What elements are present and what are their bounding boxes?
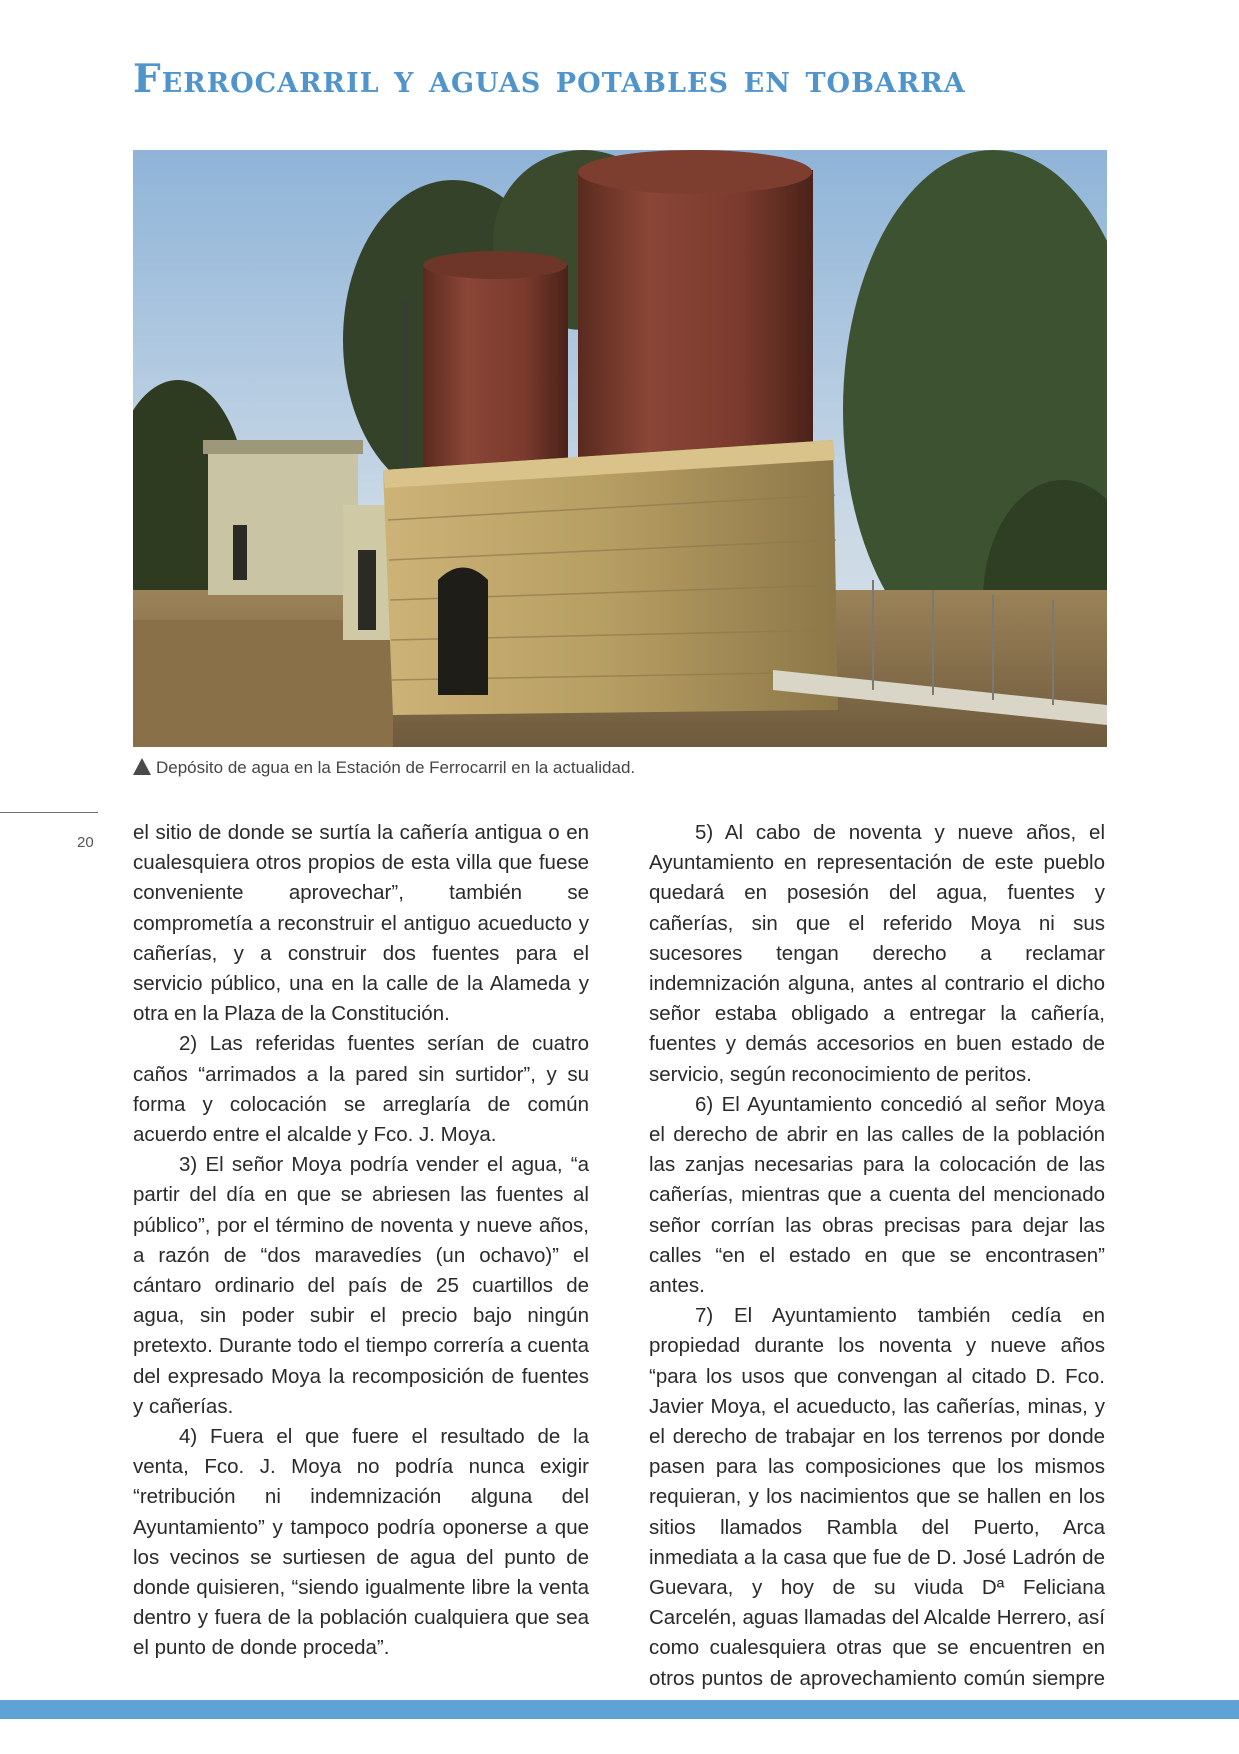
footer-bar [0, 1700, 1239, 1719]
paragraph: 4) Fuera el que fuere el resultado de la venta, Fco. J. Moya no podría nunca exigir “retribución ni indemnización alguna del Ayuntamiento” y tampoco podría oponerse a que los vecinos se surtiesen de agua del punto de donde quisieren, “siendo igualmente libre la venta dentro y fuera de la población cualquiera que sea el punto de donde proceda”. [133, 1425, 589, 1660]
water-tank-illustration [133, 150, 1107, 747]
figure-caption [133, 758, 635, 778]
paragraph: 3) El señor Moya podría vender el agua, “a partir del día en que se abriesen las fuentes al público”, por el término de noventa y nueve años, a razón de “dos maravedíes (un ochavo)” el cántaro ordinario del país de 25 cuartillos de agua, sin poder subir el precio bajo ningún pretexto. Durante todo el tiempo correría a cuenta del expresado Moya la recomposición de fuentes y cañerías. [133, 1153, 589, 1418]
figure-caption-text: Depósito de agua en la Estación de Ferrocarril en la actualidad. [156, 758, 636, 777]
paragraph: 7) El Ayuntamiento también cedía en propiedad durante los noventa y nueve años “para los usos que convengan al citado D. Fco. Javier Moya, el acueducto, las cañerías, minas, y el derecho de trabajar en los terrenos por donde pasen para las composiciones que los mismos requieran, y los nacimientos que se hallen en los sitios llamados Rambla del Puerto, Arca inmediata a la casa que fue de D. José Ladrón de Guevara, y hoy de su viuda Dª Feliciana Carcelén, aguas llamadas del Alcalde Herrero, así como cualesquiera otras que se encuentren en otros puntos de aprovechamiento común siempre [649, 1304, 1105, 1690]
water-tank-photo [133, 150, 1107, 747]
paragraph: 6) El Ayuntamiento concedió al señor Moya el derecho de abrir en las calles de la población las zanjas necesarias para la colocación de las cañerías, mientras que a cuenta del mencionado señor corrían las obras precisas para dejar las calles “en el estado en que se encontrasen” antes. [649, 1092, 1105, 1298]
paragraph: 5) Al cabo de noventa y nueve años, el Ayuntamiento en representación de este pueblo quedará en posesión del agua, fuentes y cañerías, sin que el referido Moya ni sus sucesores tengan derecho a reclamar indemnización alguna, antes al contrario el dicho señor estaba obligado a entregar la cañería, fuentes y demás accesorios en buen estado de servicio, según reconocimiento de peritos. [649, 821, 1105, 1086]
right-column [649, 818, 1105, 1724]
page-title: Ferrocarril y aguas potables en tobarra [133, 56, 966, 102]
triangle-up-icon [133, 758, 151, 775]
margin-rule [0, 812, 98, 813]
paragraph: 2) Las referidas fuentes serían de cuatro caños “arrimados a la pared sin surtidor”, y su forma y colocación se arreglaría de común acuerdo entre el alcalde y Fco. J. Moya. [133, 1032, 589, 1147]
paragraph: el sitio de donde se surtía la cañería antigua o en cualesquiera otros propios de esta villa que fuese conveniente aprovechar”, también se comprometía a reconstruir el antiguo acueducto y cañerías, y a construir dos fuentes para el servicio público, una en la calle de la Alameda y otra en la Plaza de la Constitución. [133, 821, 589, 1026]
page-number: 20 [77, 834, 94, 851]
left-column [133, 818, 589, 1664]
